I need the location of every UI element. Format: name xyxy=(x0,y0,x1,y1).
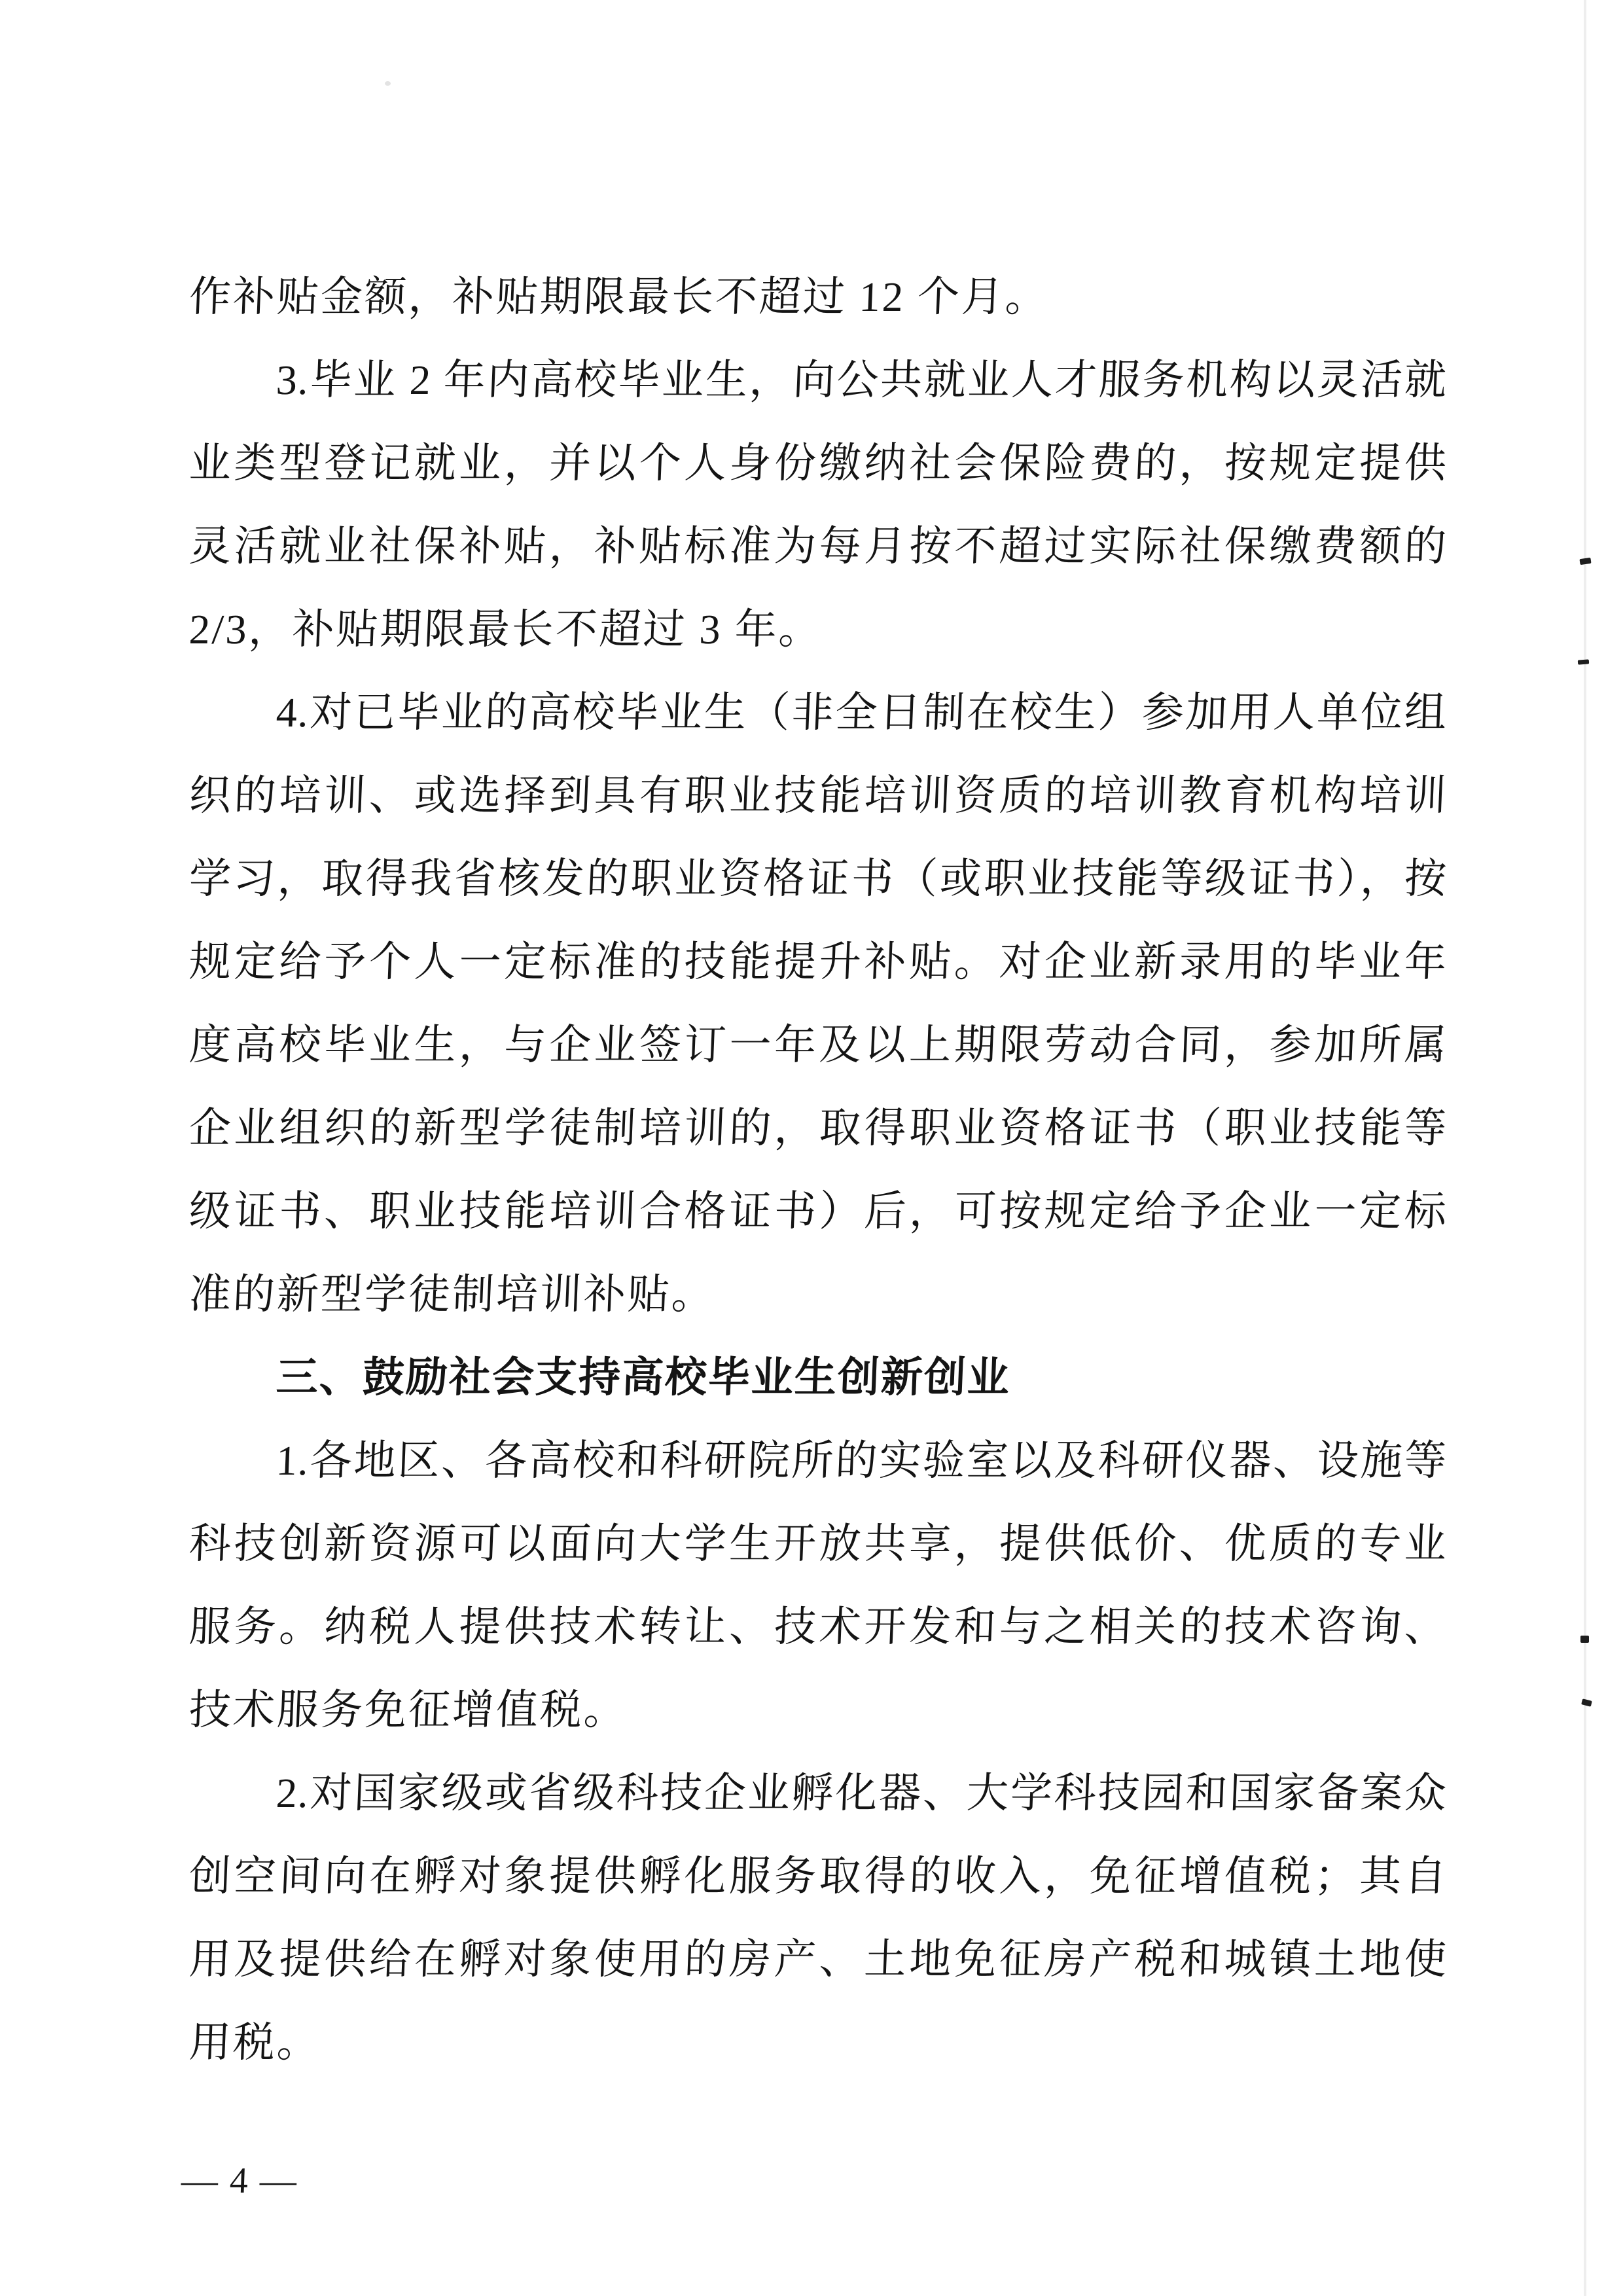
page-number: — 4 — xyxy=(180,2161,299,2201)
scan-speck-artifact xyxy=(1581,1698,1592,1706)
text-line: 准的新型学徒制培训补贴。 xyxy=(188,1271,717,1318)
text-line: 度高校毕业生，与企业签订一年及以上期限劳动合同，参加所属 xyxy=(188,1022,1448,1068)
text-line: 规定给予个人一定标准的技能提升补贴。对企业新录用的毕业年 xyxy=(188,939,1448,985)
text-line: 2/3，补贴期限最长不超过 3 年。 xyxy=(188,606,824,653)
scan-dot-artifact xyxy=(385,81,391,86)
page-footer xyxy=(181,2156,299,2206)
scan-speck-artifact xyxy=(1579,558,1591,565)
text-line: 技术服务免征增值税。 xyxy=(188,1687,629,1733)
text-line: 2.对国家级或省级科技企业孵化器、大学科技园和国家备案众 xyxy=(275,1770,1448,1816)
text-line: 服务。纳税人提供技术转让、技术开发和与之相关的技术咨询、 xyxy=(188,1604,1448,1650)
text-line: 用税。 xyxy=(188,2019,322,2066)
text-line: 织的培训、或选择到具有职业技能培训资质的培训教育机构培训 xyxy=(188,772,1448,819)
text-line: 灵活就业社保补贴，补贴标准为每月按不超过实际社保缴费额的 xyxy=(188,523,1448,569)
text-line: 作补贴金额，补贴期限最长不超过 12 个月。 xyxy=(188,274,1050,320)
text-line: 企业组织的新型学徒制培训的，取得职业资格证书（职业技能等 xyxy=(188,1105,1448,1151)
text-line: 1.各地区、各高校和科研院所的实验室以及科研仪器、设施等 xyxy=(275,1437,1448,1484)
scan-speck-artifact xyxy=(1580,1636,1589,1643)
text-line: 创空间向在孵对象提供孵化服务取得的收入，免征增值税；其自 xyxy=(188,1853,1448,1899)
document-body xyxy=(189,255,1447,2084)
scan-edge-line-artifact xyxy=(1584,0,1586,2296)
text-line: 科技创新资源可以面向大学生开放共享，提供低价、优质的专业 xyxy=(188,1520,1448,1567)
text-line: 学习，取得我省核发的职业资格证书（或职业技能等级证书），按 xyxy=(188,855,1448,902)
scan-speck-artifact xyxy=(1578,659,1589,664)
text-line: 用及提供给在孵对象使用的房产、土地免征房产税和城镇土地使 xyxy=(188,1936,1448,1982)
text-line: 4.对已毕业的高校毕业生（非全日制在校生）参加用人单位组 xyxy=(275,689,1448,736)
text-line: 业类型登记就业，并以个人身份缴纳社会保险费的，按规定提供 xyxy=(188,440,1448,486)
section-heading: 三、鼓励社会支持高校毕业生创新创业 xyxy=(275,1354,1012,1401)
text-line: 级证书、职业技能培训合格证书）后，可按规定给予企业一定标 xyxy=(188,1188,1448,1234)
text-line: 3.毕业 2 年内高校毕业生，向公共就业人才服务机构以灵活就 xyxy=(275,357,1448,403)
